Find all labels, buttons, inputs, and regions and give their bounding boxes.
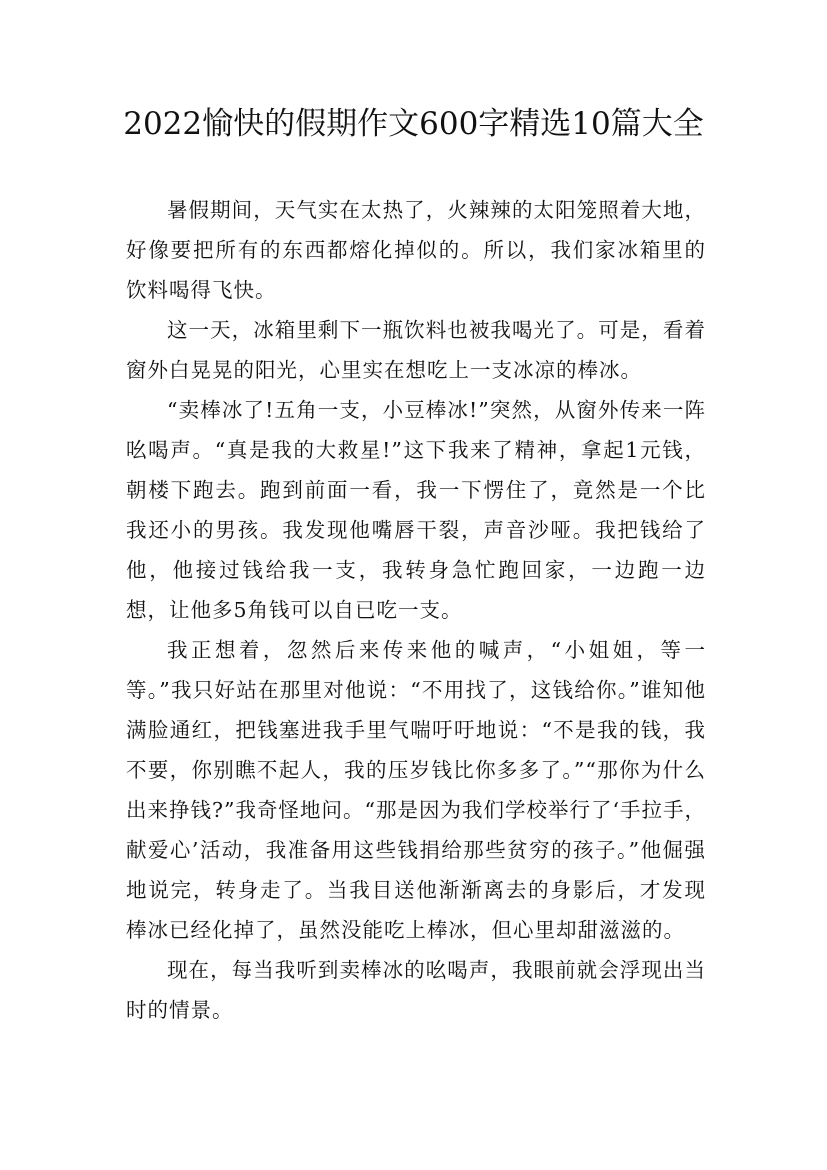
- paragraph-2: 这一天，冰箱里剩下一瓶饮料也被我喝光了。可是，看着窗外白晃晃的阳光，心里实在想吃上一支冰凉的棒冰。: [126, 318, 706, 382]
- document-body: [126, 190, 706, 1030]
- paragraph-3: “卖棒冰了!五角一支，小豆棒冰!”突然，从窗外传来一阵吆喝声。“真是我的大救星!”这下我来了精神，拿起1元钱，朝楼下跑去。跑到前面一看，我一下愣住了，竟然是一个比我还小的男孩。我发现他嘴唇干裂，声音沙哑。我把钱给了他，他接过钱给我一支，我转身急忙跑回家，一边跑一边想，让他多5角钱可以自已吃一支。: [126, 398, 706, 622]
- document-title: 2022愉快的假期作文600字精选10篇大全: [123, 106, 704, 142]
- paragraph-1: 暑假期间，天气实在太热了，火辣辣的太阳笼照着大地，好像要把所有的东西都熔化掉似的。所以，我们家冰箱里的饮料喝得飞快。: [126, 198, 706, 302]
- paragraph-4: 我正想着，忽然后来传来他的喊声，“小姐姐，等一等。”我只好站在那里对他说：“不用找了，这钱给你。”谁知他满脸通红，把钱塞进我手里气喘吁吁地说：“不是我的钱，我不要，你别瞧不起人，我的压岁钱比你多多了。”“那你为什么出来挣钱?”我奇怪地问。“那是因为我们学校举行了‘手拉手，献爱心’活动，我准备用这些钱捐给那些贫穷的孩子。”他倔强地说完，转身走了。当我目送他渐渐离去的身影后，才发现棒冰已经化掉了，虽然没能吃上棒冰，但心里却甜滋滋的。: [126, 638, 706, 942]
- paragraph-5: 现在，每当我听到卖棒冰的吆喝声，我眼前就会浮现出当时的情景。: [126, 958, 706, 1022]
